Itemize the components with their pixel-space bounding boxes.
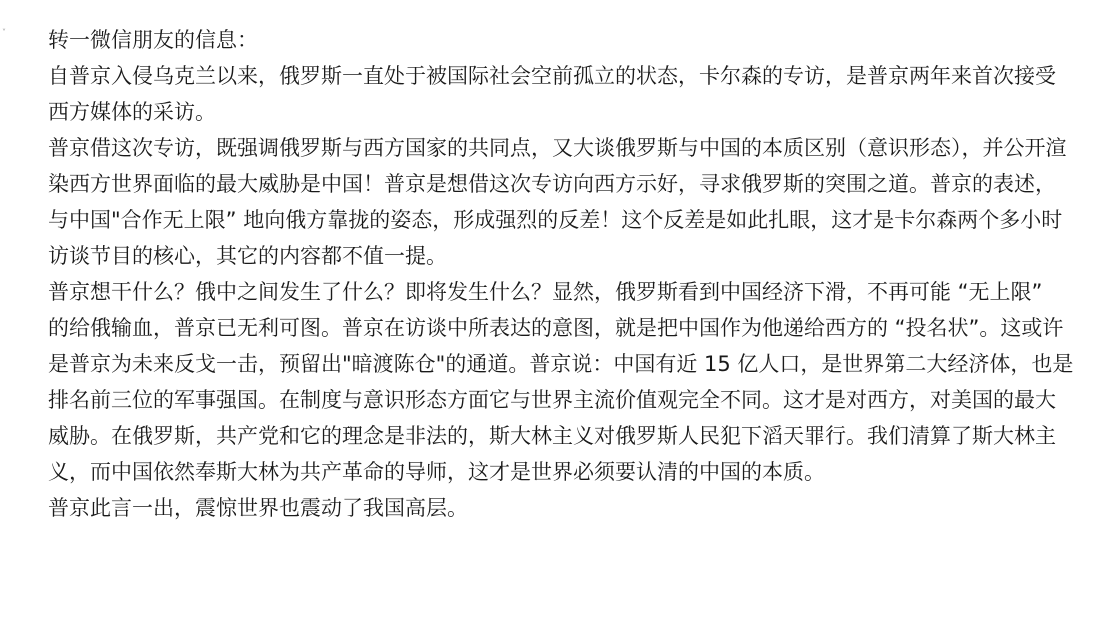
document-line: 与中国"合作无上限” 地向俄方靠拢的姿态，形成强烈的反差！这个反差是如此扎眼，这才是卡尔森两个多小时 (48, 208, 1063, 232)
document-line: 访谈节目的核心，其它的内容都不值一提。 (48, 244, 447, 268)
document-line: 排名前三位的军事强国。在制度与意识形态方面它与世界主流价值观完全不同。这才是对西方，对美国的最大 (48, 388, 1056, 412)
document-line: 转一微信朋友的信息： (48, 28, 258, 52)
document-line: 是普京为未来反戈一击，预留出"暗渡陈仓"的通道。普京说：中国有近 15 亿人口，是世界第二大经济体，也是 (48, 352, 1074, 376)
document-body (48, 22, 1088, 526)
document-line: 普京此言一出，震惊世界也震动了我国高层。 (48, 496, 468, 520)
document-line: 西方媒体的采访。 (48, 100, 216, 124)
document-line: 普京借这次专访，既强调俄罗斯与西方国家的共同点，又大谈俄罗斯与中国的本质区别（意识形态），并公开渲 (48, 136, 1067, 160)
document-line: 义，而中国依然奉斯大林为共产革命的导师，这才是世界必须要认清的中国的本质。 (48, 460, 825, 484)
document-line: 普京想干什么？俄中之间发生了什么？即将发生什么？显然，俄罗斯看到中国经济下滑，不再可能 “无上限” (48, 280, 1043, 304)
document-line: 的给俄输血，普京已无利可图。普京在访谈中所表达的意图，就是把中国作为他递给西方的 “投名状”。这或许 (48, 316, 1064, 340)
document-line: 染西方世界面临的最大威胁是中国！普京是想借这次专访向西方示好，寻求俄罗斯的突围之道。普京的表述， (48, 172, 1056, 196)
document-line: 自普京入侵乌克兰以来，俄罗斯一直处于被国际社会空前孤立的状态，卡尔森的专访，是普京两年来首次接受 (48, 64, 1056, 88)
paragraph-marker-icon: ˅ (2, 28, 6, 37)
document-line: 威胁。在俄罗斯，共产党和它的理念是非法的，斯大林主义对俄罗斯人民犯下滔天罪行。我们清算了斯大林主 (48, 424, 1056, 448)
